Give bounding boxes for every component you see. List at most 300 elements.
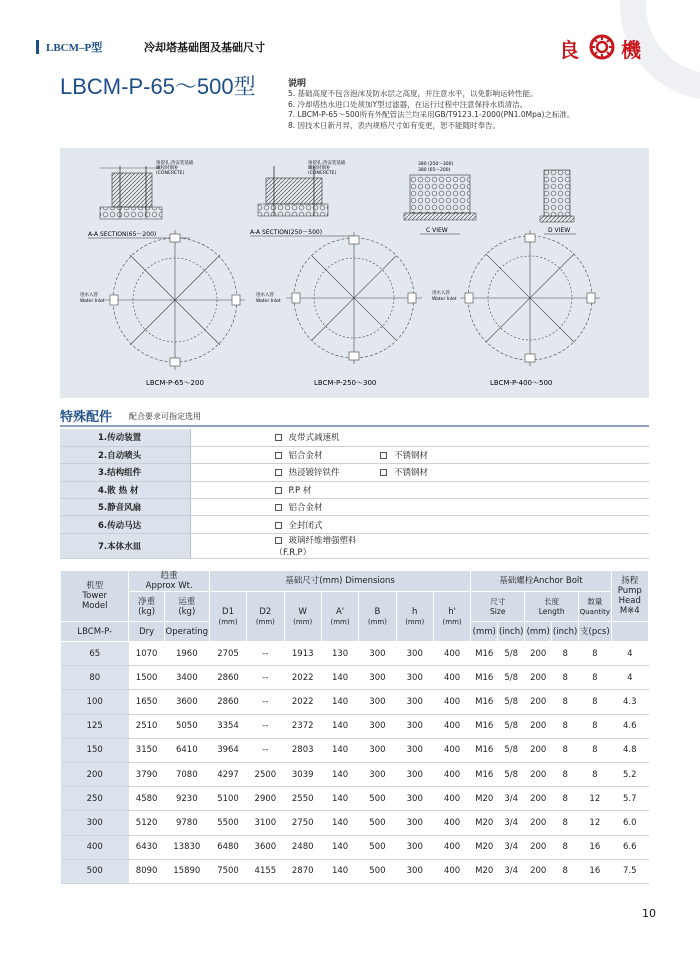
th-weight [129, 571, 209, 592]
th-w [284, 592, 321, 642]
value-cell: 300 [359, 738, 396, 762]
th-length-en: Length [538, 606, 565, 616]
value-cell: 7080 [164, 762, 209, 786]
value-cell: 200 [525, 666, 552, 690]
value-cell: 8 [552, 642, 579, 666]
value-cell: M20 [471, 811, 498, 835]
checkbox-icon[interactable] [380, 452, 387, 459]
value-cell: 2803 [284, 738, 321, 762]
value-cell: 5500 [209, 811, 246, 835]
table-row [61, 835, 649, 859]
value-cell: M16 [471, 762, 498, 786]
th-h-label: h [412, 606, 418, 617]
page-header [36, 30, 656, 64]
value-cell: -- [247, 714, 284, 738]
th-size [471, 592, 525, 622]
value-cell: 4 [611, 666, 648, 690]
checkbox-icon[interactable] [380, 469, 387, 476]
model-cell: 125 [61, 714, 129, 738]
value-cell: 1650 [129, 690, 164, 714]
option-name: 5.静音风扇 [60, 499, 190, 516]
value-cell: 400 [433, 859, 470, 883]
value-cell: 9780 [164, 811, 209, 835]
option-cell [190, 446, 380, 463]
value-cell: 400 [433, 666, 470, 690]
value-cell: 1500 [129, 666, 164, 690]
model-cell: 200 [61, 762, 129, 786]
value-cell: 300 [396, 666, 433, 690]
section2-note3: (CONCRETE) [308, 171, 337, 176]
c-view [404, 161, 476, 234]
value-cell: 300 [396, 738, 433, 762]
section2-caption: A-A SECTION(250～500) [250, 229, 323, 236]
th-qty-cn: 数量 [587, 596, 603, 606]
th-pump-cn: 扬程 [621, 576, 639, 586]
note-item: 5. 基础高度不包含泡沫及防水层之高度，并注意水平，以免影响运转性能。 [288, 89, 538, 98]
value-cell: 9230 [164, 787, 209, 811]
value-cell: 6410 [164, 738, 209, 762]
th-w-label: W [298, 606, 307, 617]
foundation-drawings [60, 148, 649, 398]
value-cell: 300 [396, 811, 433, 835]
th-a-unit: (mm) [330, 617, 350, 626]
value-cell: 3100 [247, 811, 284, 835]
value-cell: 2372 [284, 714, 321, 738]
value-cell: 300 [396, 714, 433, 738]
th-pump-blank [611, 622, 648, 642]
value-cell: 5120 [129, 811, 164, 835]
plan3-water-inlet-en: Water Inlet [432, 297, 457, 302]
th-h2 [433, 592, 470, 642]
value-cell: 5/8 [498, 738, 525, 762]
th-qty-unit: 支(pcs) [579, 622, 611, 642]
option-row [60, 429, 649, 446]
value-cell: 8 [552, 714, 579, 738]
value-cell: 2870 [284, 859, 321, 883]
option-label: 热浸镀锌铁件 [288, 468, 340, 479]
options-title: 特殊配件 [60, 410, 113, 425]
table-row [61, 811, 649, 835]
value-cell: 7.5 [611, 859, 648, 883]
th-pump-en3: M※4 [619, 606, 640, 616]
th-bolt: 基础螺栓Anchor Bolt [471, 571, 611, 592]
value-cell: 8090 [129, 859, 164, 883]
value-cell: 4155 [247, 859, 284, 883]
value-cell: 5/8 [498, 690, 525, 714]
value-cell: 300 [396, 642, 433, 666]
value-cell: M16 [471, 642, 498, 666]
th-weight-cn: 趋重 [160, 571, 178, 581]
logo-char-left: 良 [559, 38, 579, 62]
th-qty [579, 592, 611, 622]
model-cell: 65 [61, 642, 129, 666]
value-cell: 1960 [164, 642, 209, 666]
th-d2 [247, 592, 284, 642]
option-name: 7.本体水皿 [60, 533, 190, 558]
value-cell: 2860 [209, 666, 246, 690]
value-cell: 8 [552, 787, 579, 811]
th-b-label: B [374, 606, 381, 617]
note-item: 6. 冷却塔热水进口处须加Y型过滤器，在运行过程中注意保持水质清洁。 [288, 99, 528, 109]
value-cell: 5/8 [498, 762, 525, 786]
model-cell: 500 [61, 859, 129, 883]
value-cell: 16 [579, 859, 611, 883]
notes-list [288, 89, 648, 131]
value-cell: 3400 [164, 666, 209, 690]
value-cell: 200 [525, 714, 552, 738]
value-cell: 5/8 [498, 666, 525, 690]
plan1-water-inlet-cn: 进水入管 [80, 293, 98, 298]
options-subtitle: 配合要求可指定选用 [129, 412, 201, 421]
value-cell: -- [247, 690, 284, 714]
value-cell: -- [247, 666, 284, 690]
value-cell: 300 [396, 762, 433, 786]
option-label: 不锈钢材 [394, 468, 429, 479]
value-cell: 1913 [284, 642, 321, 666]
value-cell: 300 [396, 690, 433, 714]
value-cell: 400 [433, 738, 470, 762]
th-d1 [209, 592, 246, 642]
value-cell: 8 [579, 714, 611, 738]
checkbox-icon[interactable] [275, 434, 282, 441]
checkbox-icon[interactable] [275, 522, 282, 529]
value-cell: 8 [579, 738, 611, 762]
plan-view-65-200 [105, 230, 245, 370]
th-b-unit: (mm) [367, 617, 387, 626]
th-model-cn: 机型 [86, 581, 104, 591]
option-row [60, 446, 649, 463]
value-cell: 8 [552, 835, 579, 859]
value-cell: 500 [359, 859, 396, 883]
value-cell: 2750 [284, 811, 321, 835]
model-cell: 400 [61, 835, 129, 859]
value-cell: 400 [433, 835, 470, 859]
c-view-dim1: 380 (250～300) [418, 162, 454, 167]
value-cell: 3/4 [498, 859, 525, 883]
option-label: 不锈钢材 [394, 451, 429, 462]
value-cell: 2860 [209, 690, 246, 714]
option-cell [190, 499, 380, 516]
plan2-caption: LBCM-P-250～300 [314, 379, 377, 387]
value-cell: 8 [552, 811, 579, 835]
option-cell [190, 481, 380, 498]
value-cell: 8 [552, 666, 579, 690]
value-cell: 140 [321, 811, 358, 835]
value-cell: 3039 [284, 762, 321, 786]
value-cell: 5050 [164, 714, 209, 738]
notes-heading: 说明 [288, 79, 307, 89]
value-cell: 400 [433, 690, 470, 714]
value-cell: 3964 [209, 738, 246, 762]
value-cell: 8 [579, 762, 611, 786]
th-weight-en: Approx Wt. [145, 581, 193, 591]
model-cell: 250 [61, 787, 129, 811]
section2-note2: 螺栓时填补 [308, 166, 331, 171]
section-view-250-500 [250, 159, 354, 236]
value-cell: 130 [321, 642, 358, 666]
model-cell: 300 [61, 811, 129, 835]
option-row [60, 499, 649, 516]
value-cell: M16 [471, 714, 498, 738]
d-view-caption: D VIEW [548, 227, 571, 234]
value-cell: 3/4 [498, 811, 525, 835]
th-w-unit: (mm) [293, 617, 313, 626]
option-name: 2.自动喷头 [60, 446, 190, 463]
section1-note3: (CONCRETE) [156, 171, 185, 176]
option-cell [190, 533, 380, 558]
option-row [60, 481, 649, 498]
model-cell: 80 [61, 666, 129, 690]
header-series: LBCM–P型 [46, 42, 103, 54]
value-cell: 140 [321, 787, 358, 811]
option-name: 6.传动马达 [60, 516, 190, 533]
value-cell: 6430 [129, 835, 164, 859]
value-cell: 140 [321, 738, 358, 762]
option-cell [380, 429, 649, 446]
value-cell: 8 [579, 666, 611, 690]
th-pump-en2: Head [618, 596, 641, 606]
th-size-inch: (inch) [498, 622, 525, 642]
table-row [61, 666, 649, 690]
th-pump [611, 571, 648, 622]
option-cell [380, 516, 649, 533]
logo-char-right: 機 [621, 38, 641, 62]
th-model-en1: Tower [82, 591, 108, 601]
value-cell: 4.3 [611, 690, 648, 714]
value-cell: 3150 [129, 738, 164, 762]
th-length-cn: 长度 [544, 596, 560, 606]
th-length-inch: (inch) [552, 622, 579, 642]
value-cell: 300 [359, 714, 396, 738]
value-cell: 6.0 [611, 811, 648, 835]
value-cell: 400 [433, 642, 470, 666]
brand-logo [559, 30, 659, 62]
value-cell: 3/4 [498, 787, 525, 811]
th-size-en: Size [490, 606, 506, 616]
value-cell: 2550 [284, 787, 321, 811]
value-cell: 300 [396, 787, 433, 811]
foundation-drawing-panel [60, 148, 649, 398]
value-cell: 400 [433, 762, 470, 786]
value-cell: 6.6 [611, 835, 648, 859]
value-cell: 4.6 [611, 714, 648, 738]
value-cell: 3600 [164, 690, 209, 714]
value-cell: 2500 [247, 762, 284, 786]
th-size-mm: (mm) [471, 622, 498, 642]
th-d1-label: D1 [222, 606, 234, 617]
value-cell: 5/8 [498, 714, 525, 738]
value-cell: 140 [321, 666, 358, 690]
table-row [61, 642, 649, 666]
header-title: 冷却塔基础图及基础尺寸 [144, 41, 265, 54]
value-cell: 400 [433, 714, 470, 738]
value-cell: 500 [359, 787, 396, 811]
option-label: 铝合金材 [288, 503, 323, 514]
option-label: 皮带式减速机 [288, 433, 340, 444]
th-a-label: A' [335, 606, 345, 617]
plan3-caption: LBCM-P-400～500 [490, 379, 553, 387]
th-qty-en: Quantity [579, 607, 610, 616]
th-dry [129, 592, 164, 622]
option-label: 铝合金材 [288, 451, 323, 462]
plan-view-250-300 [286, 232, 422, 364]
option-label: 全封闭式 [288, 520, 323, 531]
th-model [61, 571, 129, 622]
option-label: P.P 材 [288, 485, 312, 496]
value-cell: 500 [359, 835, 396, 859]
th-dims: 基础尺寸(mm) Dimensions [209, 571, 470, 592]
options-table [60, 429, 649, 559]
value-cell: 300 [359, 666, 396, 690]
value-cell: M16 [471, 738, 498, 762]
value-cell: 3790 [129, 762, 164, 786]
note-item: 7. LBCM-P-65～500所有外配管法兰均采用GB/T9123.1-2000(PN1.0Mpa)之标准。 [288, 110, 575, 119]
section2-note1: 预留孔,待安装基础 [308, 161, 346, 166]
value-cell: 200 [525, 762, 552, 786]
value-cell: 200 [525, 811, 552, 835]
value-cell: M20 [471, 835, 498, 859]
value-cell: 13830 [164, 835, 209, 859]
value-cell: 3600 [247, 835, 284, 859]
value-cell: 300 [396, 859, 433, 883]
c-view-caption: C VIEW [426, 227, 448, 234]
option-name: 1.传动装置 [60, 429, 190, 446]
option-row [60, 464, 649, 481]
d-view [540, 170, 576, 234]
value-cell: 12 [579, 787, 611, 811]
th-dry-cn: 净重 [138, 596, 156, 607]
th-model-prefix: LBCM-P- [61, 622, 129, 642]
value-cell: 400 [433, 787, 470, 811]
value-cell: M16 [471, 690, 498, 714]
checkbox-icon[interactable] [275, 504, 282, 511]
value-cell: 15890 [164, 859, 209, 883]
th-dry-unit: (kg) [138, 606, 156, 617]
value-cell: 300 [359, 642, 396, 666]
value-cell: 8 [552, 859, 579, 883]
value-cell: 200 [525, 738, 552, 762]
th-length-mm: (mm) [525, 622, 552, 642]
th-op-en: Operating [164, 622, 209, 642]
value-cell: 2900 [247, 787, 284, 811]
th-op-unit: (kg) [178, 606, 196, 617]
checkbox-icon[interactable] [275, 487, 282, 494]
value-cell: M20 [471, 787, 498, 811]
th-b [359, 592, 396, 642]
th-h2-label: h' [448, 606, 456, 617]
value-cell: M20 [471, 859, 498, 883]
note-item: 8. 因技术日新月异，表内规格尺寸如有变更，恕不能随时奉告。 [288, 120, 501, 130]
value-cell: 5.2 [611, 762, 648, 786]
options-divider [60, 425, 649, 427]
value-cell: 2705 [209, 642, 246, 666]
value-cell: 2022 [284, 690, 321, 714]
section1-caption: A-A SECTION(65～200) [88, 231, 157, 238]
value-cell: 2510 [129, 714, 164, 738]
value-cell: 300 [359, 690, 396, 714]
checkbox-icon[interactable] [275, 537, 282, 544]
value-cell: 3/4 [498, 835, 525, 859]
option-cell [380, 446, 649, 463]
plan2-water-inlet-en: Water Inlet [256, 299, 281, 304]
value-cell: 200 [525, 859, 552, 883]
section1-note2: 螺栓时填补 [156, 166, 179, 171]
option-label: 玻璃纤维增强塑料（F.R.P） [274, 535, 357, 558]
option-name: 3.结构组件 [60, 464, 190, 481]
value-cell: 8 [579, 690, 611, 714]
value-cell: -- [247, 738, 284, 762]
value-cell: 200 [525, 835, 552, 859]
table-row [61, 787, 649, 811]
plan1-water-inlet-en: Water Inlet [80, 299, 105, 304]
th-size-cn: 尺寸 [490, 596, 506, 606]
value-cell: 5100 [209, 787, 246, 811]
th-model-en2: Model [81, 601, 108, 611]
value-cell: 4.8 [611, 738, 648, 762]
th-d1-unit: (mm) [218, 617, 238, 626]
option-cell [380, 499, 649, 516]
value-cell: 300 [359, 762, 396, 786]
th-h-unit: (mm) [405, 617, 425, 626]
value-cell: 7500 [209, 859, 246, 883]
checkbox-icon[interactable] [275, 452, 282, 459]
value-cell: 8 [552, 690, 579, 714]
section-view-65-200 [88, 159, 194, 238]
th-d2-label: D2 [259, 606, 272, 617]
value-cell: 5/8 [498, 642, 525, 666]
value-cell: 16 [579, 835, 611, 859]
value-cell: 8 [552, 762, 579, 786]
option-cell [380, 533, 649, 558]
value-cell: 400 [433, 811, 470, 835]
value-cell: 8 [552, 738, 579, 762]
value-cell: 140 [321, 859, 358, 883]
plan-view-400-500 [460, 230, 600, 366]
value-cell: 200 [525, 642, 552, 666]
value-cell: 140 [321, 690, 358, 714]
th-h2-unit: (mm) [442, 617, 462, 626]
table-row [61, 762, 649, 786]
value-cell: 6480 [209, 835, 246, 859]
table-row [61, 690, 649, 714]
value-cell: 140 [321, 762, 358, 786]
value-cell: 2022 [284, 666, 321, 690]
dimensions-table [60, 570, 649, 884]
value-cell: M16 [471, 666, 498, 690]
option-cell [190, 429, 380, 446]
th-d2-unit: (mm) [255, 617, 275, 626]
th-pump-en1: Pump [617, 586, 642, 596]
value-cell: 1070 [129, 642, 164, 666]
value-cell: 300 [396, 835, 433, 859]
th-h [396, 592, 433, 642]
header-accent-bar [36, 40, 39, 54]
value-cell: 4 [611, 642, 648, 666]
model-title: LBCM-P-65～500型 [60, 74, 256, 99]
th-op [164, 592, 209, 622]
table-row [61, 714, 649, 738]
model-cell: 100 [61, 690, 129, 714]
th-a [321, 592, 358, 642]
logo-emblem-icon [589, 34, 615, 60]
value-cell: 8 [579, 642, 611, 666]
table-row [61, 738, 649, 762]
checkbox-icon[interactable] [275, 469, 282, 476]
th-length [525, 592, 579, 622]
value-cell: 4297 [209, 762, 246, 786]
plan1-caption: LBCM-P-65～200 [146, 379, 204, 387]
value-cell: 200 [525, 787, 552, 811]
